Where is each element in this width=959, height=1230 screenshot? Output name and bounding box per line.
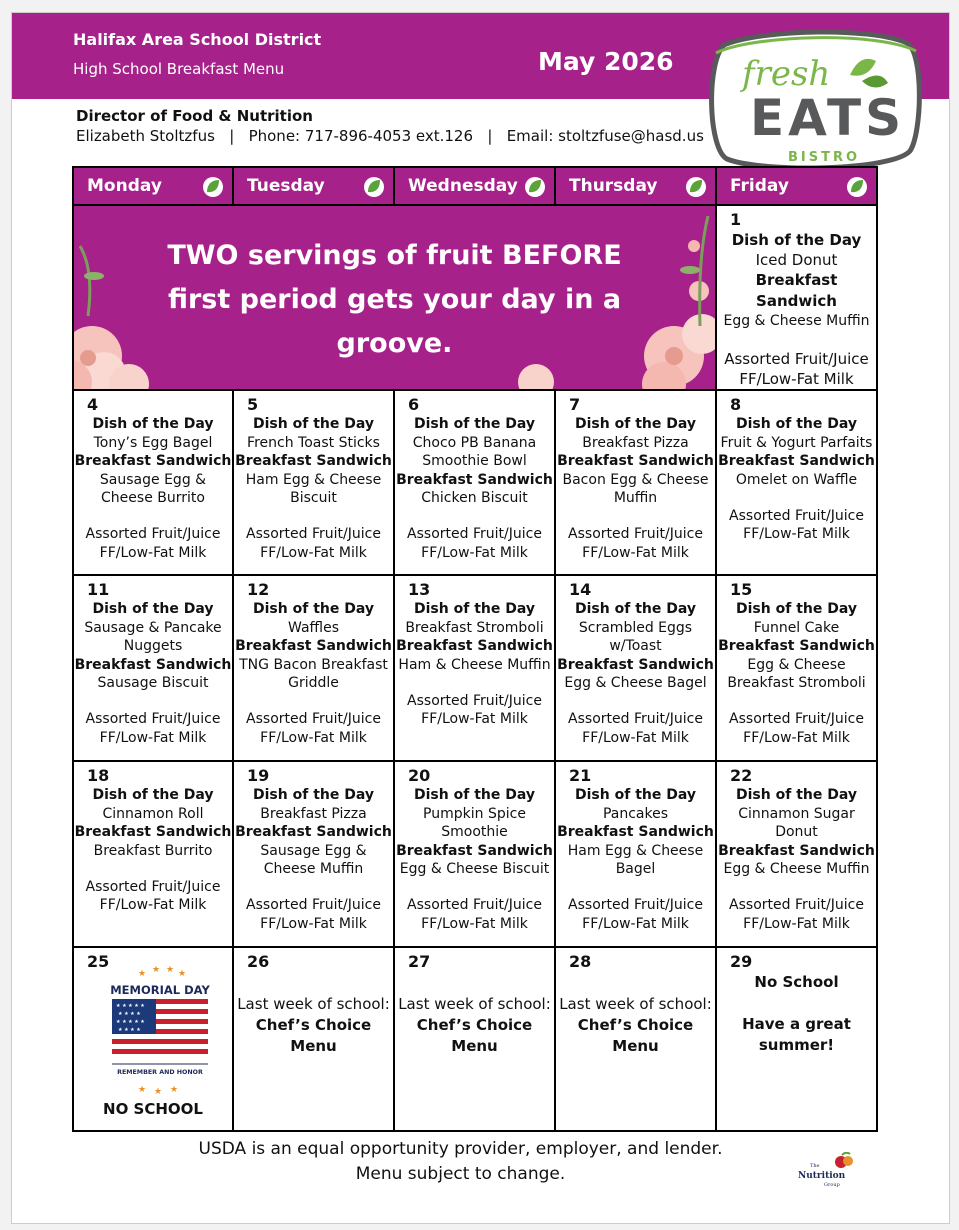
sandwich-label: Breakfast Sandwich [396, 638, 553, 655]
sandwich-label: Breakfast Sandwich [557, 656, 714, 673]
day-cell [73, 575, 233, 761]
dish-label: Dish of the Day [253, 416, 374, 433]
summer-message: Have a great summer! [742, 1015, 851, 1055]
fruit-juice: Assorted Fruit/Juice [246, 526, 381, 543]
breakfast-sandwich: Egg & Cheese Muffin [723, 312, 870, 329]
date-number: 5 [247, 395, 259, 415]
dish-label: Dish of the Day [253, 787, 374, 804]
sandwich-label: Breakfast Sandwich [235, 453, 392, 470]
day-header-tuesday: Tuesday [233, 167, 394, 205]
last-week-label: Last week of school: [237, 995, 390, 1014]
breakfast-sandwich: Egg & Cheese Muffin [723, 861, 870, 878]
fresh-eats-bistro-logo [702, 23, 924, 173]
fruit-juice: Assorted Fruit/Juice [246, 711, 381, 728]
milk: FF/Low-Fat Milk [421, 711, 528, 728]
leaf-icon [524, 176, 546, 198]
dish-of-day: Breakfast Pizza [582, 434, 689, 451]
sandwich-label: Breakfast Sandwich [74, 656, 232, 673]
dish-label: Dish of the Day [414, 416, 535, 433]
sandwich-label: Breakfast Sandwich [718, 842, 875, 859]
week-row-2 [73, 390, 877, 575]
breakfast-sandwich: Egg & Cheese Breakfast Stromboli [727, 656, 866, 692]
no-school-note: NO SCHOOL [103, 1100, 203, 1119]
svg-text:★: ★ [138, 1085, 147, 1095]
svg-text:★: ★ [152, 966, 161, 976]
fruit-juice: Assorted Fruit/Juice [85, 879, 221, 896]
sandwich-label: Breakfast Sandwich [557, 824, 714, 841]
fruit-juice: Assorted Fruit/Juice [729, 897, 864, 914]
badge-title: MEMORIAL DAY [110, 983, 210, 998]
district-name: Halifax Area School District [73, 30, 322, 49]
day-cell [716, 761, 877, 947]
usda-statement: USDA is an equal opportunity provider, employer, and lender. [198, 1139, 723, 1159]
breakfast-sandwich: Sausage Egg & Cheese Muffin [260, 842, 367, 878]
dish-label: Dish of the Day [414, 787, 535, 804]
promo-text: TWO servings of fruit BEFORE first period gets your day in a groove. [167, 240, 622, 359]
svg-text:★ ★ ★ ★: ★ ★ ★ ★ [118, 1027, 141, 1034]
dish-label: Dish of the Day [736, 416, 857, 433]
logo-eats-text: EATS [750, 89, 906, 147]
logo-fresh-text: fresh [742, 54, 831, 94]
dish-of-day: Waffles [288, 619, 339, 636]
dish-label: Dish of the Day [92, 601, 214, 618]
day-cell [233, 761, 394, 947]
director-title: Director of Food & Nutrition [76, 107, 313, 125]
date-number: 19 [247, 766, 270, 786]
dish-label: Dish of the Day [731, 231, 862, 249]
svg-text:★: ★ [138, 969, 147, 980]
date-number: 15 [730, 580, 753, 600]
day-cell [555, 575, 716, 761]
week-row-1 [73, 205, 877, 390]
milk: FF/Low-Fat Milk [582, 915, 689, 932]
dish-of-day: Funnel Cake [753, 619, 840, 636]
milk: FF/Low-Fat Milk [260, 544, 367, 561]
day-cell [394, 390, 555, 575]
date-number: 28 [569, 952, 592, 972]
date-number: 21 [569, 766, 592, 786]
sandwich-label: Breakfast Sandwich [396, 842, 553, 859]
sandwich-label: Breakfast Sandwich [718, 638, 875, 655]
dish-label: Dish of the Day [575, 787, 696, 804]
dish-label: Dish of the Day [92, 416, 214, 433]
milk: FF/Low-Fat Milk [421, 915, 528, 932]
menu-calendar [72, 166, 878, 1132]
director-name: Elizabeth Stoltzfus [76, 127, 215, 145]
breakfast-sandwich: Egg & Cheese Biscuit [399, 861, 550, 878]
sandwich-label: Breakfast Sandwich [718, 453, 875, 470]
breakfast-sandwich: Bacon Egg & Cheese Muffin [562, 471, 709, 507]
day-cell [555, 761, 716, 947]
day-cell [555, 390, 716, 575]
svg-text:★ ★ ★ ★ ★: ★ ★ ★ ★ ★ [116, 1019, 145, 1026]
date-number: 4 [87, 395, 99, 415]
date-number: 26 [247, 952, 270, 972]
date-number: 18 [87, 766, 110, 786]
date-number: 1 [730, 210, 742, 229]
dish-label: Dish of the Day [736, 601, 857, 618]
milk: FF/Low-Fat Milk [99, 544, 207, 561]
milk: FF/Low-Fat Milk [743, 526, 850, 543]
week-row-5 [73, 947, 877, 1131]
svg-text:The: The [810, 1163, 820, 1169]
day-cell [73, 390, 233, 575]
logo-bistro-text: BISTRO [788, 150, 861, 165]
date-number: 25 [87, 952, 110, 972]
sandwich-label: Breakfast Sandwich [235, 824, 392, 841]
dish-of-day: Cinnamon Sugar Donut [738, 805, 855, 841]
dish-of-day: Tony’s Egg Bagel [93, 434, 213, 451]
dish-label: Dish of the Day [575, 601, 696, 618]
day-cell [394, 761, 555, 947]
milk: FF/Low-Fat Milk [421, 544, 528, 561]
breakfast-sandwich: Ham & Cheese Muffin [398, 656, 551, 673]
date-number: 22 [730, 766, 753, 786]
fruit-juice: Assorted Fruit/Juice [729, 508, 864, 525]
milk: FF/Low-Fat Milk [260, 915, 367, 932]
day-cell [73, 761, 233, 947]
date-number: 11 [87, 580, 110, 600]
date-number: 14 [569, 580, 592, 600]
chefs-choice-label: Chef’s Choice Menu [577, 1016, 694, 1056]
fruit-juice: Assorted Fruit/Juice [568, 526, 703, 543]
dish-of-day: French Toast Sticks [247, 434, 380, 451]
menu-month: May 2026 [538, 47, 674, 76]
phone-number: Phone: 717-896-4053 ext.126 [248, 127, 474, 145]
dish-of-day: Iced Donut [755, 251, 838, 270]
day-cell-26 [233, 947, 394, 1131]
menu-name: High School Breakfast Menu [73, 60, 285, 78]
dish-of-day: Sausage & Pancake Nuggets [84, 619, 222, 655]
day-header-wednesday: Wednesday [394, 167, 555, 205]
day-cell [233, 575, 394, 761]
fruit-juice: Assorted Fruit/Juice [85, 711, 221, 728]
svg-text:★: ★ [178, 969, 187, 980]
separator: | [487, 127, 493, 145]
last-week-label: Last week of school: [559, 995, 712, 1014]
date-number: 8 [730, 395, 742, 415]
date-number: 7 [569, 395, 581, 415]
date-number: 27 [408, 952, 431, 972]
date-number: 20 [408, 766, 431, 786]
svg-text:★: ★ [166, 966, 175, 976]
leaf-icon [363, 176, 385, 198]
day-header-monday: Monday [73, 167, 233, 205]
breakfast-sandwich: Omelet on Waffle [735, 471, 858, 488]
badge-subtitle: REMEMBER AND HONOR [117, 1069, 203, 1077]
leaf-icon [202, 176, 224, 198]
date-number: 13 [408, 580, 431, 600]
milk: FF/Low-Fat Milk [743, 729, 850, 746]
dish-label: Dish of the Day [736, 787, 857, 804]
day-header-thursday: Thursday [555, 167, 716, 205]
dish-of-day: Fruit & Yogurt Parfaits [720, 434, 873, 451]
fruit-juice: Assorted Fruit/Juice [729, 711, 864, 728]
milk: FF/Low-Fat Milk [99, 897, 207, 914]
svg-text:★: ★ [170, 1085, 179, 1095]
svg-text:★ ★ ★ ★ ★: ★ ★ ★ ★ ★ [116, 1003, 145, 1010]
sandwich-label: Breakfast Sandwich [74, 453, 232, 470]
chefs-choice-label: Chef’s Choice Menu [416, 1016, 533, 1056]
day-cell-29 [716, 947, 877, 1131]
director-contact [76, 127, 704, 145]
chefs-choice-label: Chef’s Choice Menu [255, 1016, 372, 1056]
milk: FF/Low-Fat Milk [582, 729, 689, 746]
dish-label: Dish of the Day [253, 601, 374, 618]
memorial-day-badge [108, 966, 212, 1094]
dish-of-day: Breakfast Pizza [260, 805, 367, 822]
svg-text:★: ★ [154, 1087, 163, 1095]
sandwich-label: Breakfast Sandwich [557, 453, 714, 470]
fruit-juice: Assorted Fruit/Juice [85, 526, 221, 543]
breakfast-sandwich: Egg & Cheese Bagel [564, 675, 707, 692]
breakfast-sandwich: Breakfast Burrito [93, 842, 213, 859]
dish-of-day: Choco PB Banana Smoothie Bowl [412, 434, 537, 470]
sandwich-label: Breakfast Sandwich [755, 271, 838, 310]
dish-of-day: Scrambled Eggs w/Toast [578, 619, 693, 655]
sandwich-label: Breakfast Sandwich [235, 638, 392, 655]
breakfast-sandwich: Ham Egg & Cheese Bagel [567, 842, 704, 878]
fruit-juice: Assorted Fruit/Juice [568, 711, 703, 728]
fruit-juice: Assorted Fruit/Juice [568, 897, 703, 914]
day-header-friday: Friday [716, 167, 877, 205]
dish-of-day: Pancakes [602, 805, 669, 822]
weekday-header-row [73, 167, 877, 205]
milk: FF/Low-Fat Milk [582, 544, 689, 561]
day-cell-1 [716, 205, 877, 390]
email-address: Email: stoltzfuse@hasd.us [506, 127, 704, 145]
milk: FF/Low-Fat Milk [260, 729, 367, 746]
fruit-juice: Assorted Fruit/Juice [407, 693, 542, 710]
day-cell [394, 575, 555, 761]
dish-of-day: Cinnamon Roll [102, 805, 204, 822]
dish-label: Dish of the Day [92, 787, 214, 804]
breakfast-sandwich: Ham Egg & Cheese Biscuit [245, 471, 382, 507]
fruit-juice: Assorted Fruit/Juice [246, 897, 381, 914]
dish-label: Dish of the Day [414, 601, 535, 618]
svg-text:★ ★ ★ ★: ★ ★ ★ ★ [118, 1011, 141, 1018]
no-school-note: No School [754, 973, 839, 992]
breakfast-sandwich: Chicken Biscuit [421, 490, 528, 507]
date-number: 12 [247, 580, 270, 600]
day-cell [716, 575, 877, 761]
milk: FF/Low-Fat Milk [739, 370, 854, 389]
separator: | [229, 127, 235, 145]
breakfast-sandwich: TNG Bacon Breakfast Griddle [239, 656, 388, 692]
breakfast-sandwich: Sausage Biscuit [97, 675, 209, 692]
milk: FF/Low-Fat Milk [99, 729, 207, 746]
leaf-icon [846, 176, 868, 198]
breakfast-sandwich: Sausage Egg & Cheese Burrito [99, 471, 207, 507]
day-cell [716, 390, 877, 575]
svg-text:Group: Group [824, 1182, 840, 1188]
fruit-juice: Assorted Fruit/Juice [724, 350, 869, 369]
fruit-juice: Assorted Fruit/Juice [407, 526, 542, 543]
day-cell-25 [73, 947, 233, 1131]
date-number: 6 [408, 395, 420, 415]
day-cell-28 [555, 947, 716, 1131]
promo-banner [73, 205, 716, 390]
milk: FF/Low-Fat Milk [743, 915, 850, 932]
sandwich-label: Breakfast Sandwich [396, 471, 553, 488]
sandwich-label: Breakfast Sandwich [74, 824, 232, 841]
leaf-icon [685, 176, 707, 198]
date-number: 29 [730, 952, 753, 972]
fruit-juice: Assorted Fruit/Juice [407, 897, 542, 914]
week-row-3 [73, 575, 877, 761]
week-row-4 [73, 761, 877, 947]
dish-of-day: Pumpkin Spice Smoothie [423, 805, 526, 841]
day-cell-27 [394, 947, 555, 1131]
dish-of-day: Breakfast Stromboli [405, 619, 544, 636]
nutrition-group-logo [796, 1152, 860, 1192]
dish-label: Dish of the Day [575, 416, 696, 433]
svg-text:Nutrition: Nutrition [798, 1171, 846, 1181]
last-week-label: Last week of school: [398, 995, 551, 1014]
day-cell [233, 390, 394, 575]
menu-change-note: Menu subject to change. [355, 1164, 566, 1184]
